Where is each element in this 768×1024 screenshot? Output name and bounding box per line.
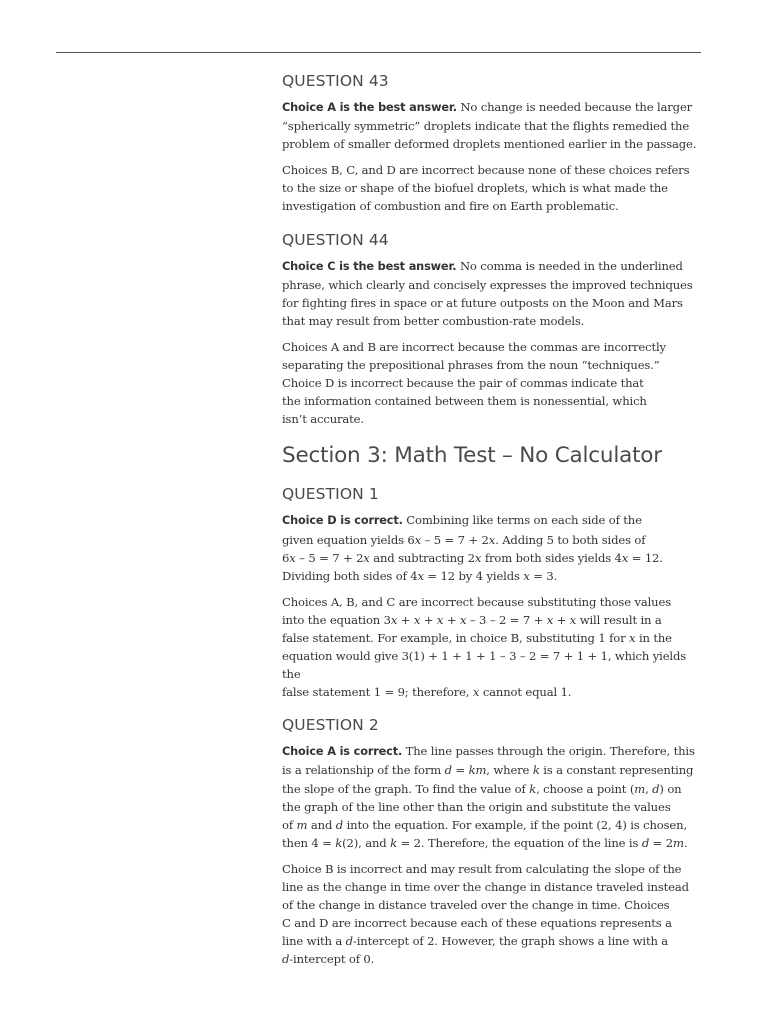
text-line: Choice B is incorrect and may result from calculating the slope of the xyxy=(282,861,682,876)
text-line: false statement 1 = 9; therefore, x cannot equal 1. xyxy=(282,685,572,700)
text-line: then 4 = k(2), and k = 2. Therefore, the equation of the line is d = 2m. xyxy=(282,835,688,850)
text-line: isn’t accurate. xyxy=(282,412,364,427)
text-line: of m and d into the equation. For example, if the point (2, 4) is chosen, xyxy=(282,817,687,832)
text-line: C and D are incorrect because each of these equations represents a xyxy=(282,916,672,931)
section-title: Section 3: Math Test – No Calculator xyxy=(282,443,662,469)
text-line: to the size or shape of the biofuel droplets, which is what made the xyxy=(282,181,668,196)
question-block xyxy=(282,229,702,429)
correct-answer-explanation xyxy=(282,257,702,330)
text-line: is a relationship of the form d = km, where k is a constant representing xyxy=(282,763,694,778)
text-line: the information contained between them is nonessential, which xyxy=(282,394,647,409)
incorrect-choices-explanation xyxy=(282,593,702,702)
text-line: line as the change in time over the change in distance traveled instead xyxy=(282,880,689,894)
text-line: Choices A and B are incorrect because the commas are incorrectly xyxy=(282,339,666,354)
text-line: Choices B, C, and D are incorrect because none of these choices refers xyxy=(282,163,690,178)
text-line: equation would give 3(1) + 1 + 1 + 1 – 3 – 2 = 7 + 1 + 1, which yields the xyxy=(282,649,687,682)
math-section-explanations xyxy=(282,483,702,968)
incorrect-choices-explanation xyxy=(282,161,702,215)
text-line: Combining like terms on each side of the xyxy=(402,513,642,528)
text-line: problem of smaller deformed droplets mentioned earlier in the passage. xyxy=(282,137,697,152)
text-line: The line passes through the origin. Therefore, this xyxy=(402,744,695,759)
text-line: given equation yields 6x – 5 = 7 + 2x. Adding 5 to both sides of xyxy=(282,532,646,547)
correct-answer-explanation xyxy=(282,742,702,852)
text-line: investigation of combustion and fire on Earth problematic. xyxy=(282,199,619,214)
incorrect-choices-explanation xyxy=(282,338,702,428)
text-line: into the equation 3x + x + x + x – 3 – 2 = 7 + x + x will result in a xyxy=(282,612,662,627)
text-line: “spherically symmetric” droplets indicate that the flights remedied the xyxy=(282,119,690,134)
question-heading: QUESTION 43 xyxy=(282,72,389,90)
text-line: separating the prepositional phrases from the noun “techniques.” xyxy=(282,358,660,373)
answer-lead: Choice C is the best answer. xyxy=(282,259,457,273)
answer-explanations xyxy=(282,70,702,981)
question-heading: QUESTION 1 xyxy=(282,485,379,504)
answer-lead: Choice D is correct. xyxy=(282,514,403,528)
incorrect-choices-explanation xyxy=(282,860,702,969)
question-block xyxy=(282,70,702,216)
text-line: the slope of the graph. To find the value of k, choose a point (m, d) on xyxy=(282,781,682,796)
question-heading: QUESTION 2 xyxy=(282,716,379,735)
top-rule xyxy=(56,52,701,53)
text-line: phrase, which clearly and concisely expresses the improved techniques xyxy=(282,277,693,292)
text-line: Dividing both sides of 4x = 12 by 4 yields x = 3. xyxy=(282,568,558,583)
question-block xyxy=(282,714,702,968)
text-line: No comma is needed in the underlined xyxy=(456,258,683,273)
text-line: line with a d-intercept of 2. However, the graph shows a line with a xyxy=(282,934,669,949)
question-heading: QUESTION 44 xyxy=(282,230,389,249)
text-line: false statement. For example, in choice B, substituting 1 for x in the xyxy=(282,630,672,645)
text-line: for fighting fires in space or at future outposts on the Moon and Mars xyxy=(282,295,683,310)
text-line: d-intercept of 0. xyxy=(282,952,375,967)
text-line: of the change in distance traveled over the change in time. Choices xyxy=(282,898,670,913)
text-line: No change is needed because the larger xyxy=(456,100,693,114)
text-line: that may result from better combustion-rate models. xyxy=(282,313,585,328)
text-line: Choices A, B, and C are incorrect because substituting those values xyxy=(282,594,671,609)
text-line: 6x – 5 = 7 + 2x and subtracting 2x from both sides yields 4x = 12. xyxy=(282,550,663,565)
question-block xyxy=(282,483,702,701)
answer-lead: Choice A is correct. xyxy=(282,745,403,759)
correct-answer-explanation xyxy=(282,98,702,153)
text-line: the graph of the line other than the origin and substitute the values xyxy=(282,799,671,814)
text-line: Choice D is incorrect because the pair of commas indicate that xyxy=(282,376,644,391)
writing-section-explanations xyxy=(282,70,702,428)
answer-lead: Choice A is the best answer. xyxy=(282,101,457,114)
correct-answer-explanation xyxy=(282,511,702,584)
